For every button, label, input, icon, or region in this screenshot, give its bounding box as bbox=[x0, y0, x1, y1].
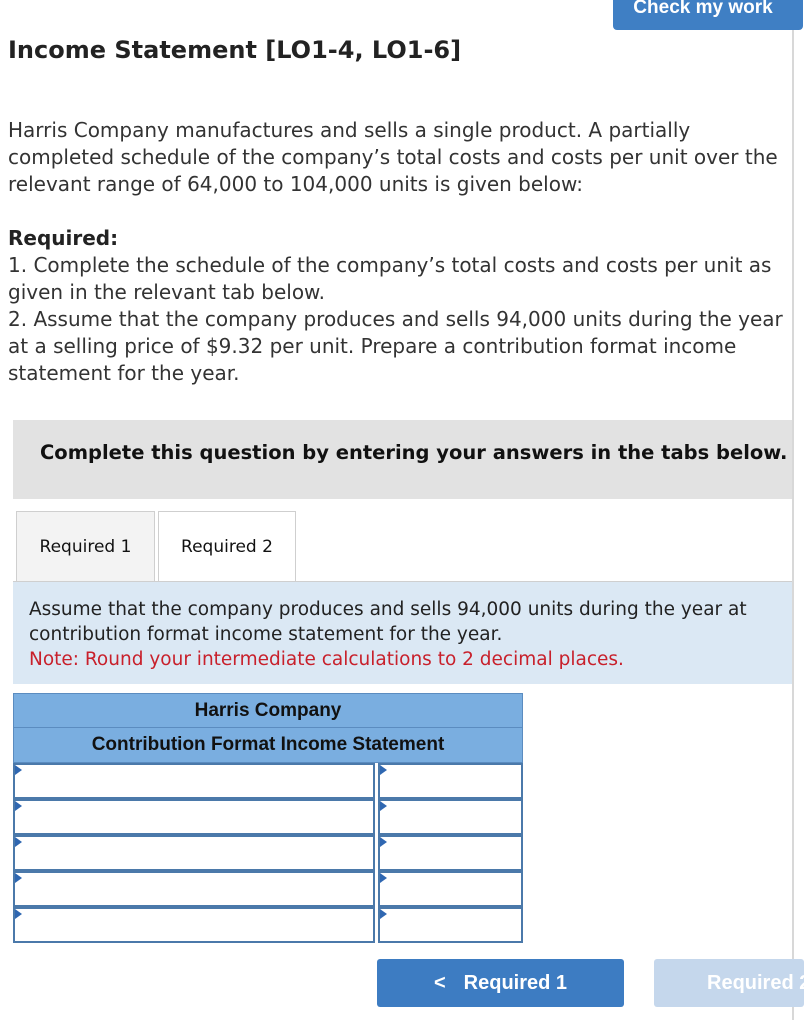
amount-cell bbox=[378, 871, 523, 907]
income-statement-table bbox=[13, 693, 523, 943]
page-title: Income Statement [LO1-4, LO1-6] bbox=[8, 36, 462, 64]
previous-required-1-button[interactable] bbox=[377, 959, 624, 1007]
required-item-1: 1. Complete the schedule of the company’s total costs and costs per unit as given in the relevant tab below. bbox=[8, 253, 772, 304]
next-required-2-button[interactable]: Required 2 bbox=[654, 959, 804, 1007]
right-divider bbox=[792, 30, 794, 1020]
table-row bbox=[13, 835, 523, 871]
question-instructions bbox=[13, 582, 792, 684]
chevron-left-icon: < bbox=[433, 972, 446, 994]
table-row bbox=[13, 871, 523, 907]
statement-company-name: Harris Company bbox=[13, 693, 523, 728]
check-my-work-button[interactable]: Check my work bbox=[613, 0, 803, 30]
label-cell bbox=[13, 907, 375, 943]
row-label-input[interactable] bbox=[21, 913, 371, 939]
amount-cell bbox=[378, 907, 523, 943]
rounding-note: Note: Round your intermediate calculations to 2 decimal places. bbox=[29, 649, 624, 670]
row-amount-input[interactable] bbox=[386, 913, 519, 939]
amount-cell bbox=[378, 763, 523, 799]
row-amount-input[interactable] bbox=[386, 841, 519, 867]
instructions-line-1: Assume that the company produces and sells 94,000 units during the year at bbox=[29, 599, 747, 620]
amount-cell bbox=[378, 835, 523, 871]
prev-button-label: Required 1 bbox=[463, 972, 568, 994]
instructions-banner: Complete this question by entering your answers in the tabs below. bbox=[13, 420, 792, 499]
label-cell bbox=[13, 799, 375, 835]
statement-title: Contribution Format Income Statement bbox=[13, 728, 523, 763]
row-label-input[interactable] bbox=[21, 769, 371, 795]
tab-required-1[interactable]: Required 1 bbox=[16, 511, 155, 582]
required-heading: Required: bbox=[8, 226, 119, 250]
required-section bbox=[8, 225, 783, 387]
row-amount-input[interactable] bbox=[386, 877, 519, 903]
label-cell bbox=[13, 763, 375, 799]
row-label-input[interactable] bbox=[21, 877, 371, 903]
table-row bbox=[13, 799, 523, 835]
label-cell bbox=[13, 871, 375, 907]
table-row bbox=[13, 907, 523, 943]
row-amount-input[interactable] bbox=[386, 805, 519, 831]
table-row bbox=[13, 763, 523, 799]
tab-required-2[interactable]: Required 2 bbox=[158, 511, 296, 583]
intro-text: Harris Company manufactures and sells a single product. A partially completed schedule of the company’s total costs and costs per unit over the relevant range of 64,000 to 104,000 units is given below: bbox=[8, 118, 778, 196]
instructions-line-2: contribution format income statement for the year. bbox=[29, 624, 503, 645]
row-label-input[interactable] bbox=[21, 841, 371, 867]
row-label-input[interactable] bbox=[21, 805, 371, 831]
required-item-2: 2. Assume that the company produces and sells 94,000 units during the year at a selling price of $9.32 per unit. Prepare a contribution format income statement for the year. bbox=[8, 307, 783, 385]
label-cell bbox=[13, 835, 375, 871]
amount-cell bbox=[378, 799, 523, 835]
row-amount-input[interactable] bbox=[386, 769, 519, 795]
